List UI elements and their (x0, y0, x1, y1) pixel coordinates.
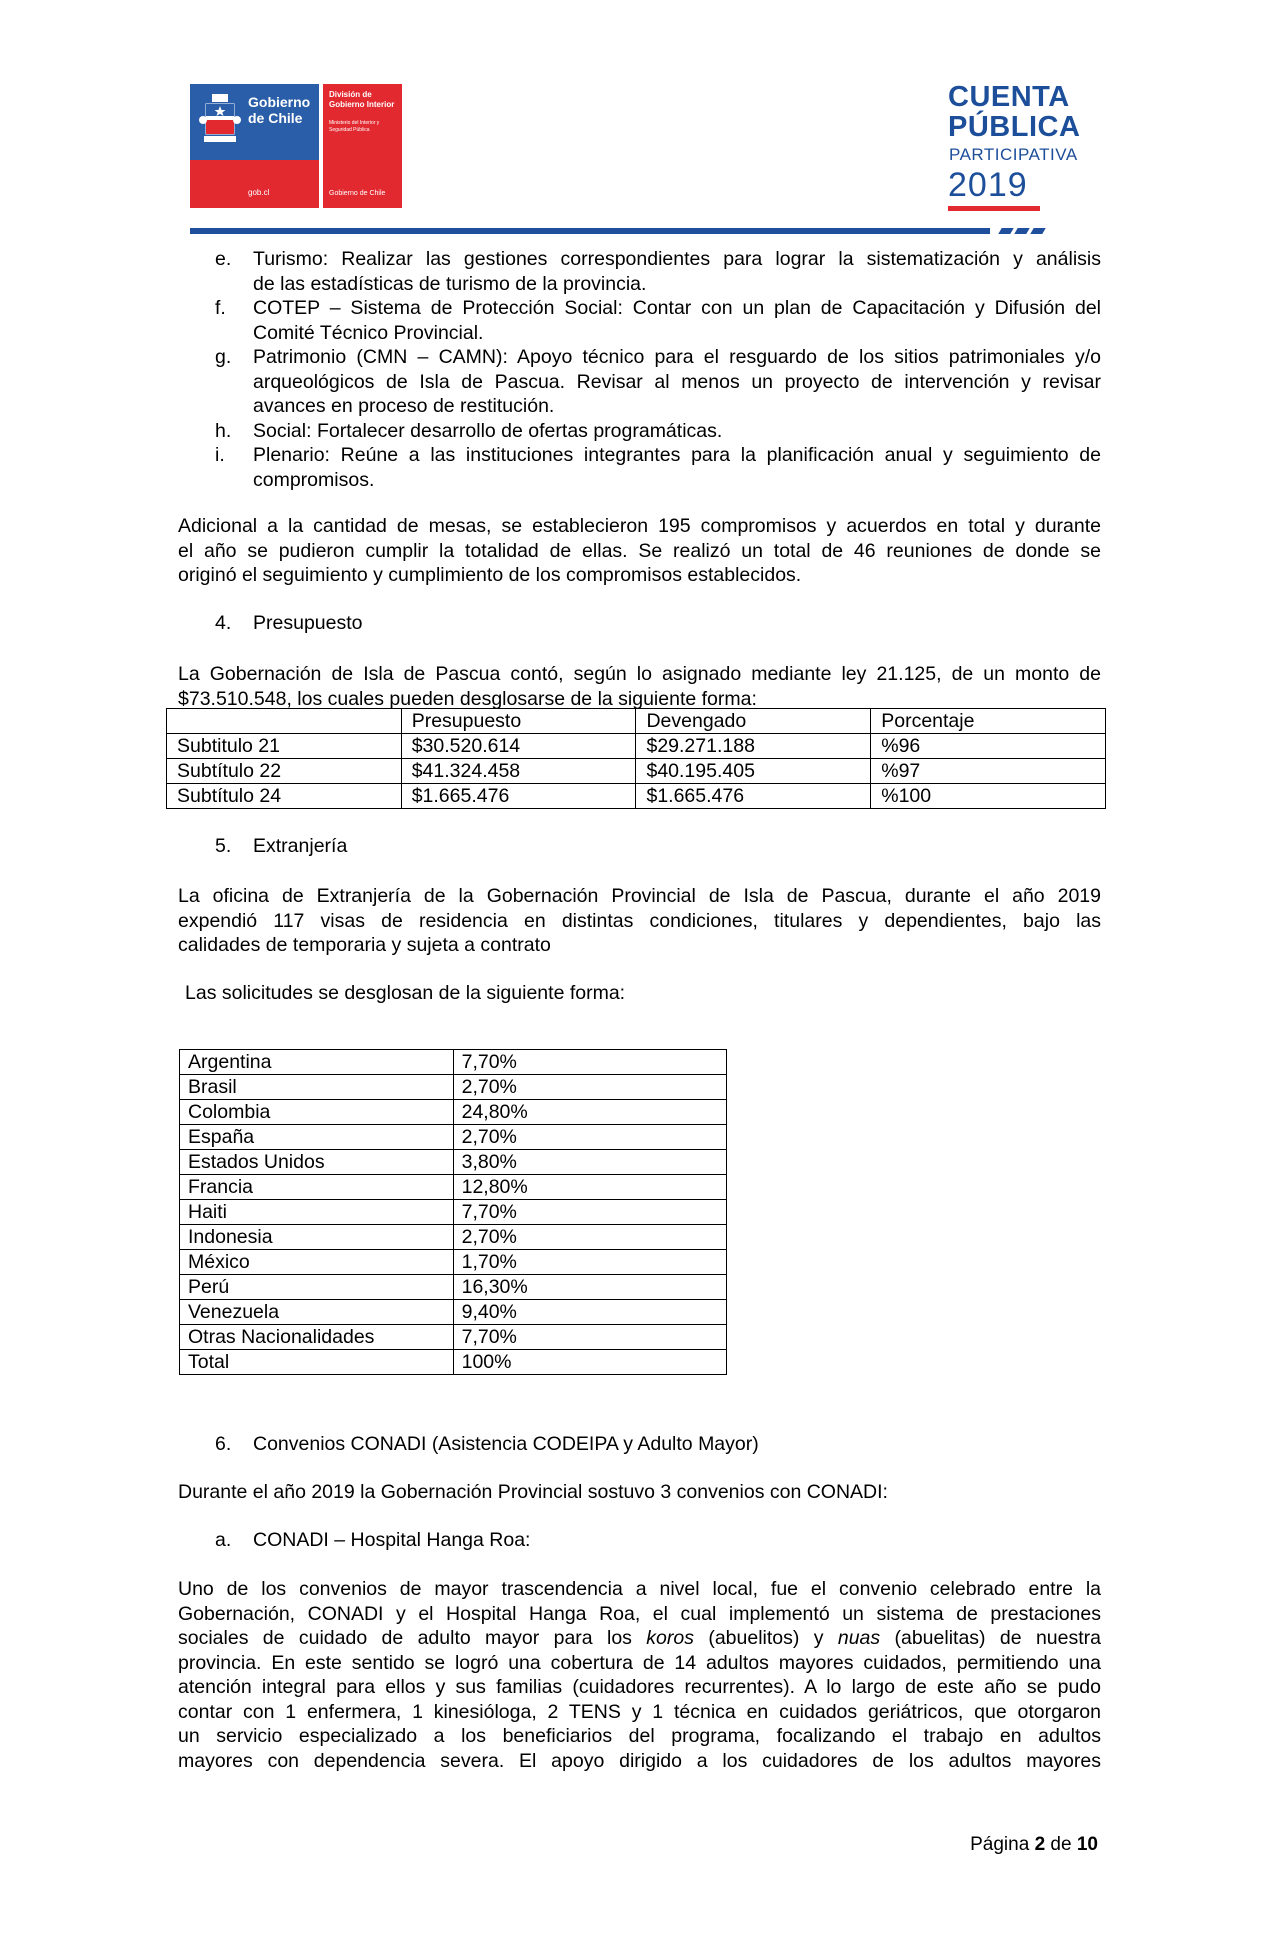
table-cell: Haiti (180, 1200, 454, 1225)
list-item-line: Patrimonio (CMN – CAMN): Apoyo técnico para el resguardo de los sitios patrimoniales y/o (253, 346, 1101, 368)
table-row (180, 1075, 727, 1100)
paragraph-italic-term: koros (646, 1627, 694, 1649)
paragraph-solicitudes: Las solicitudes se desglosan de la siguiente forma: (185, 982, 626, 1004)
list-item-letter: e. (215, 248, 232, 270)
paragraph-line: originó el seguimiento y cumplimiento de los compromisos establecidos. (178, 564, 802, 586)
list-item-letter: h. (215, 419, 232, 442)
paragraph-line: Uno de los convenios de mayor trascendencia a nivel local, fue el convenio celebrado entre la (178, 1578, 1101, 1600)
table-cell: 2,70% (453, 1225, 726, 1250)
table-cell: 2,70% (453, 1125, 726, 1150)
table-cell: Brasil (180, 1075, 454, 1100)
table-cell: %96 (871, 734, 1106, 759)
table-header-cell (167, 709, 402, 734)
list-item-line: compromisos. (253, 468, 375, 491)
table-cell: Estados Unidos (180, 1150, 454, 1175)
table-row (180, 1150, 727, 1175)
list-item-letter: g. (215, 346, 232, 368)
table-row (180, 1350, 727, 1375)
paragraph-text: (abuelitos) y (693, 1627, 838, 1649)
table-header-cell: Porcentaje (871, 709, 1106, 734)
table-header-row (167, 709, 1106, 734)
header-slash-2 (1014, 228, 1029, 234)
paragraph-line: calidades de temporaria y sujeta a contrato (178, 934, 551, 956)
paragraph-line: atención integral para ellos y sus familias (cuidadores recurrentes). A lo largo de este año se pudo (178, 1676, 1101, 1698)
table-row (180, 1125, 727, 1150)
cuenta-publica-line-2: PÚBLICA (948, 111, 1081, 143)
section-6-number: 6. (215, 1433, 232, 1455)
page-number-current: 2 (1034, 1834, 1046, 1855)
paragraph-line: Adicional a la cantidad de mesas, se establecieron 195 compromisos y acuerdos en total y durante (178, 515, 1101, 537)
table-cell: Otras Nacionalidades (180, 1325, 454, 1350)
table-row (180, 1100, 727, 1125)
paragraph-line: $73.510.548, los cuales pueden desglosarse de la siguiente forma: (178, 687, 757, 710)
page-number-total: 10 (1076, 1834, 1098, 1855)
table-cell: $30.520.614 (401, 734, 636, 759)
table-row (180, 1050, 727, 1075)
list-item-line: avances en proceso de restitución. (253, 395, 555, 417)
gob-logo-url: gob.cl (248, 188, 270, 197)
table-cell: Subtítulo 22 (167, 759, 402, 784)
table-cell: %100 (871, 784, 1106, 809)
subsection-a-letter: a. (215, 1529, 232, 1551)
paragraph-line: La Gobernación de Isla de Pascua contó, según lo asignado mediante ley 21.125, de un monto de (178, 663, 1101, 685)
nationality-table (179, 1049, 727, 1375)
list-item-line: Social: Fortalecer desarrollo de ofertas programáticas. (253, 419, 723, 442)
cuenta-publica-logo (948, 82, 1098, 212)
section-5-number: 5. (215, 835, 232, 857)
table-cell: Perú (180, 1275, 454, 1300)
table-cell: Francia (180, 1175, 454, 1200)
list-item-line: Turismo: Realizar las gestiones correspondientes para lograr la sistematización y análisis (253, 248, 1101, 270)
table-cell: 9,40% (453, 1300, 726, 1325)
table-cell: $29.271.188 (636, 734, 871, 759)
paragraph-line: La oficina de Extranjería de la Gobernación Provincial de Isla de Pascua, durante el año 2019 (178, 885, 1101, 907)
table-cell: 16,30% (453, 1275, 726, 1300)
gob-logo-name: Gobierno de Chile (248, 94, 311, 126)
page-number-middle: de (1045, 1834, 1077, 1855)
header-rule (190, 228, 990, 234)
list-item-line: Comité Técnico Provincial. (253, 321, 484, 344)
list-item-line: Plenario: Reúne a las instituciones integrantes para la planificación anual y seguimiento de (253, 444, 1101, 466)
table-cell: Subtítulo 24 (167, 784, 402, 809)
list-item-letter: i. (215, 444, 225, 466)
table-cell: Colombia (180, 1100, 454, 1125)
coat-of-arms-icon (198, 90, 242, 146)
table-cell: $1.665.476 (401, 784, 636, 809)
division-title: División de Gobierno Interior (329, 90, 395, 109)
table-header-cell: Presupuesto (401, 709, 636, 734)
table-row (180, 1325, 727, 1350)
paragraph-line: el año se pudieron cumplir la totalidad de ellas. Se realizó un total de 46 reuniones de donde se (178, 539, 1101, 562)
budget-table (166, 708, 1106, 809)
subsection-a-title: CONADI – Hospital Hanga Roa: (253, 1529, 531, 1551)
list-item-line: COTEP – Sistema de Protección Social: Contar con un plan de Capacitación y Difusión del (253, 297, 1101, 319)
cuenta-publica-underline (948, 206, 1040, 211)
table-row (180, 1275, 727, 1300)
cuenta-publica-line-3: PARTICIPATIVA (949, 145, 1078, 164)
paragraph-italic-term: nuas (837, 1627, 881, 1649)
section-4-number: 4. (215, 612, 232, 634)
table-row (180, 1200, 727, 1225)
table-cell: $1.665.476 (636, 784, 871, 809)
paragraph-line: Gobernación, CONADI y el Hospital Hanga Roa, el cual implementó un sistema de prestaciones (178, 1602, 1101, 1625)
section-4-title: Presupuesto (253, 612, 363, 634)
header-slash-1 (998, 228, 1013, 234)
paragraph-text: (abuelitas) de nuestra (880, 1627, 1101, 1649)
paragraph-line: contar con 1 enfermera, 1 kinesióloga, 2 TENS y 1 técnica en cuidados geriátricos, que otorgaron (178, 1700, 1101, 1723)
list-item-letter: f. (215, 297, 226, 319)
paragraph-line: provincia. En este sentido se logró una cobertura de 14 adultos mayores cuidados, permitiendo una (178, 1651, 1101, 1674)
paragraph-convenios: Durante el año 2019 la Gobernación Provincial sostuvo 3 convenios con CONADI: (178, 1481, 888, 1503)
table-cell: Indonesia (180, 1225, 454, 1250)
division-bottom-label: Gobierno de Chile (329, 190, 386, 197)
table-row (180, 1300, 727, 1325)
page-number (970, 1834, 1098, 1856)
table-row (167, 759, 1106, 784)
gobierno-de-chile-logo (190, 84, 402, 208)
paragraph-line: expendió 117 visas de residencia en distintas condiciones, titulares y dependientes, bajo las (178, 909, 1101, 932)
table-cell: Total (180, 1350, 454, 1375)
paragraph-line (178, 1626, 1101, 1651)
division-logo (323, 84, 402, 208)
paragraph-line: mayores con dependencia severa. El apoyo dirigido a los cuidadores de los adultos mayores (178, 1749, 1101, 1772)
division-subtitle: Ministerio del Interior y Seguridad Pública (329, 120, 380, 133)
table-cell: 24,80% (453, 1100, 726, 1125)
table-cell: España (180, 1125, 454, 1150)
table-row (167, 784, 1106, 809)
table-cell: Venezuela (180, 1300, 454, 1325)
table-cell: 7,70% (453, 1050, 726, 1075)
table-cell: 3,80% (453, 1150, 726, 1175)
list-item-line: de las estadísticas de turismo de la provincia. (253, 272, 647, 295)
table-cell: $41.324.458 (401, 759, 636, 784)
table-row (180, 1250, 727, 1275)
header-slash-3 (1030, 228, 1045, 234)
table-cell: %97 (871, 759, 1106, 784)
section-5-title: Extranjería (253, 835, 348, 857)
table-cell: 7,70% (453, 1325, 726, 1350)
table-cell: 1,70% (453, 1250, 726, 1275)
table-cell: $40.195.405 (636, 759, 871, 784)
cuenta-publica-year: 2019 (948, 166, 1028, 204)
table-cell: 7,70% (453, 1200, 726, 1225)
table-cell: Subtitulo 21 (167, 734, 402, 759)
table-cell: 100% (453, 1350, 726, 1375)
list-item-line: arqueológicos de Isla de Pascua. Revisar al menos un proyecto de intervención y revisar (253, 370, 1101, 393)
table-row (167, 734, 1106, 759)
table-cell: México (180, 1250, 454, 1275)
section-6-title: Convenios CONADI (Asistencia CODEIPA y Adulto Mayor) (253, 1433, 759, 1455)
table-header-cell: Devengado (636, 709, 871, 734)
paragraph-text: sociales de cuidado de adulto mayor para los (178, 1627, 647, 1649)
table-cell: Argentina (180, 1050, 454, 1075)
page-number-prefix: Página (970, 1834, 1035, 1855)
table-cell: 2,70% (453, 1075, 726, 1100)
table-row (180, 1175, 727, 1200)
cuenta-publica-line-1: CUENTA (948, 81, 1070, 113)
table-cell: 12,80% (453, 1175, 726, 1200)
table-row (180, 1225, 727, 1250)
paragraph-line: un servicio especializado a los beneficiarios del programa, focalizando el trabajo en adultos (178, 1725, 1101, 1747)
